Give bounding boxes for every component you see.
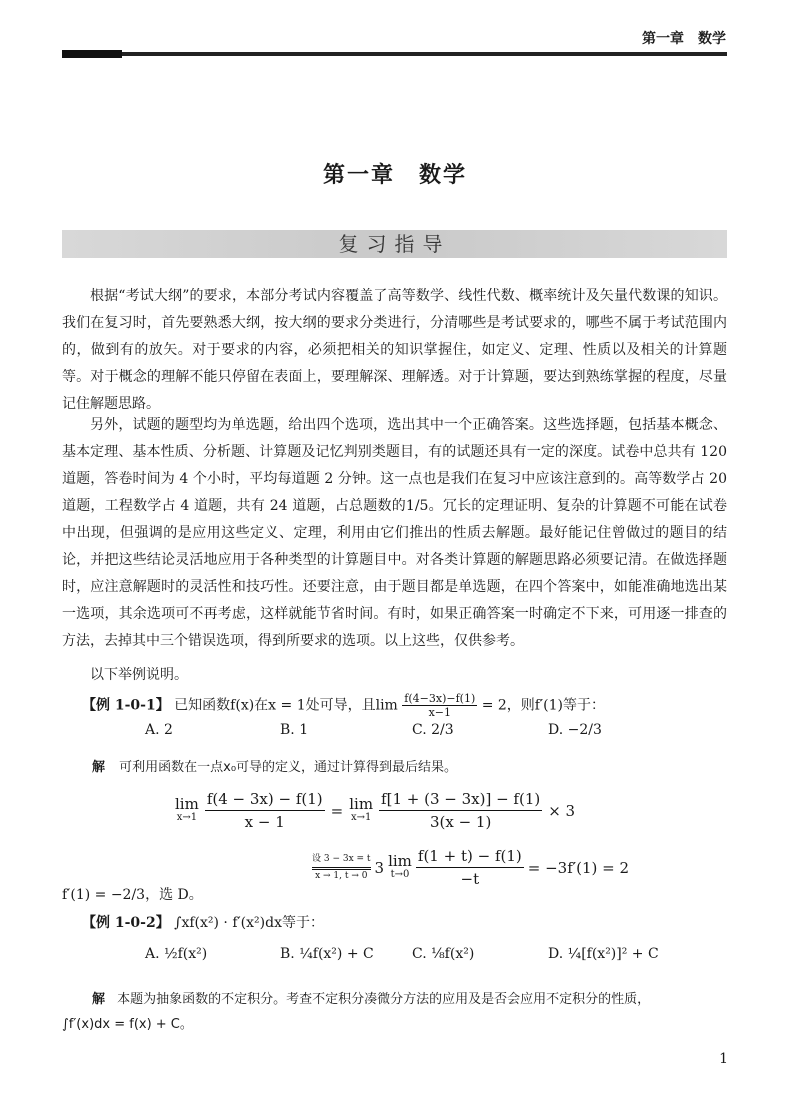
paragraph-text: 另外，试题的题型均为单选题，给出四个选项，选出其中一个正确答案。这些选择题，包括基本概念、基本定理、基本性质、分析题、计算题及记忆判别类题目，有的试题还具有一定的深度。试卷中总共有 120 道题，答卷时间为 4 个小时，平均每道题 2 分钟。这一点也是我们在复习中应该注意到的。高等数学占 20 道题，工程数学占 4 道题，共有 24 道题，占总题数的1/5。冗长的定理证明、复杂的计算题不可能在试卷中出现，但强调的是应用这些定义、定理，利用由它们推出的性质去解题。最好能记住曾做过的题目的结论，并把这些结论灵活地应用于各种类型的计算题目中。对各类计算题的解题思路必须要记清。在做选择题时，应注意解题时的灵活性和技巧性。还要注意，由于题目都是单选题，在四个答案中，如能准确地选出某一选项，其余选项可不再考虑，这样就能节省时间。有时，如果正确答案一时确定不下来，可用逐一排查的方法，去掉其中三个错误选项，得到所要求的选项。以上这些，仅供参考。 xyxy=(62,417,727,649)
example-1-text: 已知函数f(x)在x = 1处可导，且lim xyxy=(174,697,398,714)
example-1-stem xyxy=(82,692,605,719)
example-2-label: 【例 1-0-2】 xyxy=(82,915,170,931)
limit-symbol: lim x→1 xyxy=(175,794,199,823)
header-rule-accent xyxy=(62,50,122,58)
coefficient: 3 xyxy=(374,858,385,877)
example-1-fraction xyxy=(402,692,477,719)
equation-1: lim x→1 $\frac{f(4 - 3x) - f(1)}{x - 1}$ = lim x→1 $\frac{f[1 + (3 - 3x)] - f(1)}{3(x - 1)}$ × 3 xyxy=(175,790,576,831)
solution-label: 解 xyxy=(92,992,106,1007)
option-d: D. −2/3 xyxy=(548,722,602,738)
solution-label: 解 xyxy=(92,760,106,775)
equation-1-left-fraction: $\frac{f(4 - 3x) - f(1)}{x - 1}$ xyxy=(206,790,323,831)
example-1-label: 【例 1-0-1】 xyxy=(82,697,170,714)
chapter-title: 第一章 数学 xyxy=(322,163,467,188)
header-rule xyxy=(62,52,727,56)
equation-1-right-fraction: $\frac{f[1 + (3 - 3x)] - f(1)}{3(x - 1)}$ xyxy=(381,790,541,831)
example-1-solution xyxy=(92,756,457,775)
paragraph-text: 以下举例说明。 xyxy=(90,667,188,683)
option-b: B. 1 xyxy=(280,722,309,738)
option-a: A. ½f(x²) xyxy=(145,946,208,962)
example-2-stem xyxy=(82,912,324,934)
example-2-solution-cont: ∫f′(x)dx = f(x) + C。 xyxy=(62,1017,193,1032)
equation-2-fraction: $\frac{f(1 + t) - f(1)}{-t}$ xyxy=(417,847,522,888)
body-paragraph-2 xyxy=(62,412,727,655)
fraction-denominator: x−1 xyxy=(428,706,451,719)
paragraph-text: 根据“考试大纲”的要求，本部分考试内容覆盖了高等数学、线性代数、概率统计及矢量代数课的知识。我们在复习时，首先要熟悉大纲，按大纲的要求分类进行，分清哪些是考试要求的，哪些不属于考试范围内的，做到有的放矢。对于要求的内容，必须把相关的知识掌握住，如定义、定理、性质以及相关的计算题等。对于概念的理解不能只停留在表面上，要理解深、理解透。对于计算题，要达到熟练掌握的程度，尽量记住解题思路。 xyxy=(62,288,727,412)
option-c: C. ⅛f(x²) xyxy=(412,946,475,962)
example-2-solution xyxy=(92,988,727,1007)
option-d: D. ¼[f(x²)]² + C xyxy=(548,946,659,962)
example-2-text: ∫xf(x²) · f′(x²)dx等于： xyxy=(174,915,324,931)
example-1-conclusion: f′(1) = −2/3，选 D。 xyxy=(62,887,203,903)
section-title: 复习指导 xyxy=(62,230,727,258)
running-head: 第一章 数学 xyxy=(642,31,726,47)
example-1-text-after: = 2，则f′(1)等于： xyxy=(481,697,605,714)
body-paragraph-1 xyxy=(62,283,727,418)
option-c: C. 2/3 xyxy=(412,722,454,738)
equation-2 xyxy=(312,845,629,890)
solution-text: 可利用函数在一点x₀可导的定义，通过计算得到最后结果。 xyxy=(119,760,458,775)
equation-1-tail: × 3 xyxy=(548,801,576,820)
limit-symbol: lim x→1 xyxy=(349,794,374,823)
limit-symbol: lim t→0 xyxy=(388,851,412,880)
substitution-condition: 设 3 − 3x = t x → 1, t → 0 xyxy=(312,854,371,881)
fraction-numerator: f(4−3x)−f(1) xyxy=(404,692,476,705)
solution-text: 本题为抽象函数的不定积分。考查不定积分凑微分方法的应用及是否会应用不定积分的性质， xyxy=(117,992,651,1007)
option-b: B. ¼f(x²) + C xyxy=(280,946,374,962)
body-paragraph-3 xyxy=(62,662,727,689)
option-a: A. 2 xyxy=(145,722,173,738)
equation-2-tail: = −3f′(1) = 2 xyxy=(527,858,630,877)
page-number: 1 xyxy=(719,1051,728,1067)
